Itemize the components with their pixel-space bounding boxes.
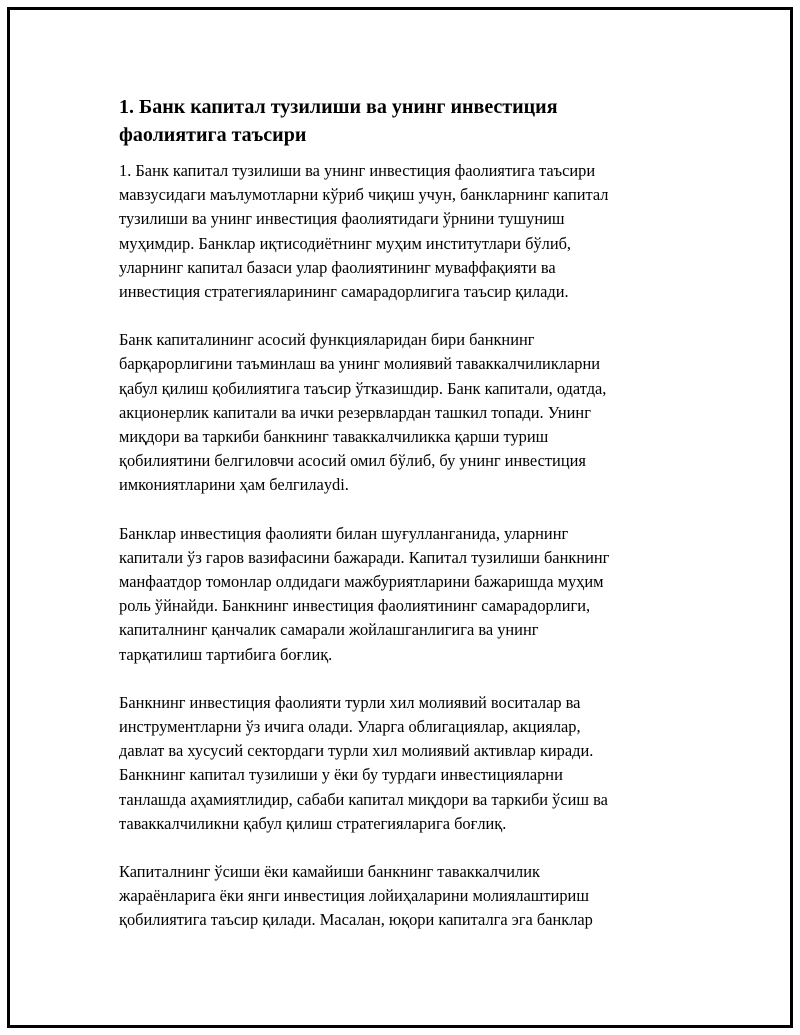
document-body bbox=[119, 93, 679, 957]
paragraph-2: Банк капиталининг асосий функцияларидан бири банкнинг барқарорлигини таъминлаш ва унинг молиявий таваккалчиликларни қабул қилиш қобилиятига таъсир ўтказишдир. Банк капитали, одатда, акционерлик капитали ва ички резервлардан ташкил топади. Унинг миқдори ва таркиби банкнинг таваккалчиликка қарши туриш қобилиятини белгиловчи асосий омил бўлиб, бу унинг инвестиция имкониятларини ҳам белгилаydi. bbox=[119, 330, 607, 495]
document-heading: 1. Банк капитал тузилиши ва унинг инвестиция фаолиятига таъсири bbox=[119, 96, 558, 146]
paragraph-5: Капиталнинг ўсиши ёки камайиши банкнинг таваккалчилик жараёнларига ёки янги инвестиция лойиҳаларини молиялаштириш қобилиятига таъсир қилади. Масалан, юқори капиталга эга банклар bbox=[119, 862, 593, 930]
paragraph-4: Банкнинг инвестиция фаолияти турли хил молиявий воситалар ва инструментларни ўз ичига олади. Уларга облигациялар, акциялар, давлат ва хусусий сектордаги турли хил молиявий активлар киради. Банкнинг капитал тузилиши у ёки бу турдаги инвестицияларни танлашда аҳамиятлидир, сабаби капитал миқдори ва таркиби ўсиш ва таваккалчиликни қабул қилиш стратегияларига боғлиқ. bbox=[119, 692, 608, 833]
paragraph-1: 1. Банк капитал тузилиши ва унинг инвестиция фаолиятига таъсири мавзусидаги маълумотларни кўриб чиқиш учун, банкларнинг капитал тузилиши ва унинг инвестиция фаолиятидаги ўрнини тушуниш муҳимдир. Банклар иқтисодиётнинг муҳим институтлари бўлиб, уларнинг капитал базаси улар фаолиятининг муваффақияти ва инвестиция стратегияларининг самарадорлигига таъсир қилади. bbox=[119, 161, 609, 302]
paragraph-3: Банклар инвестиция фаолияти билан шуғулланганида, уларнинг капитали ўз гаров вазифасини бажаради. Капитал тузилиши банкнинг манфаатдор томонлар олдидаги мажбуриятларини бажаришда муҳим роль ўйнайди. Банкнинг инвестиция фаолиятининг самарадорлиги, капиталнинг қанчалик самарали жойлашганлигига ва унинг тарқатилиш тартибига боғлиқ. bbox=[119, 523, 610, 664]
